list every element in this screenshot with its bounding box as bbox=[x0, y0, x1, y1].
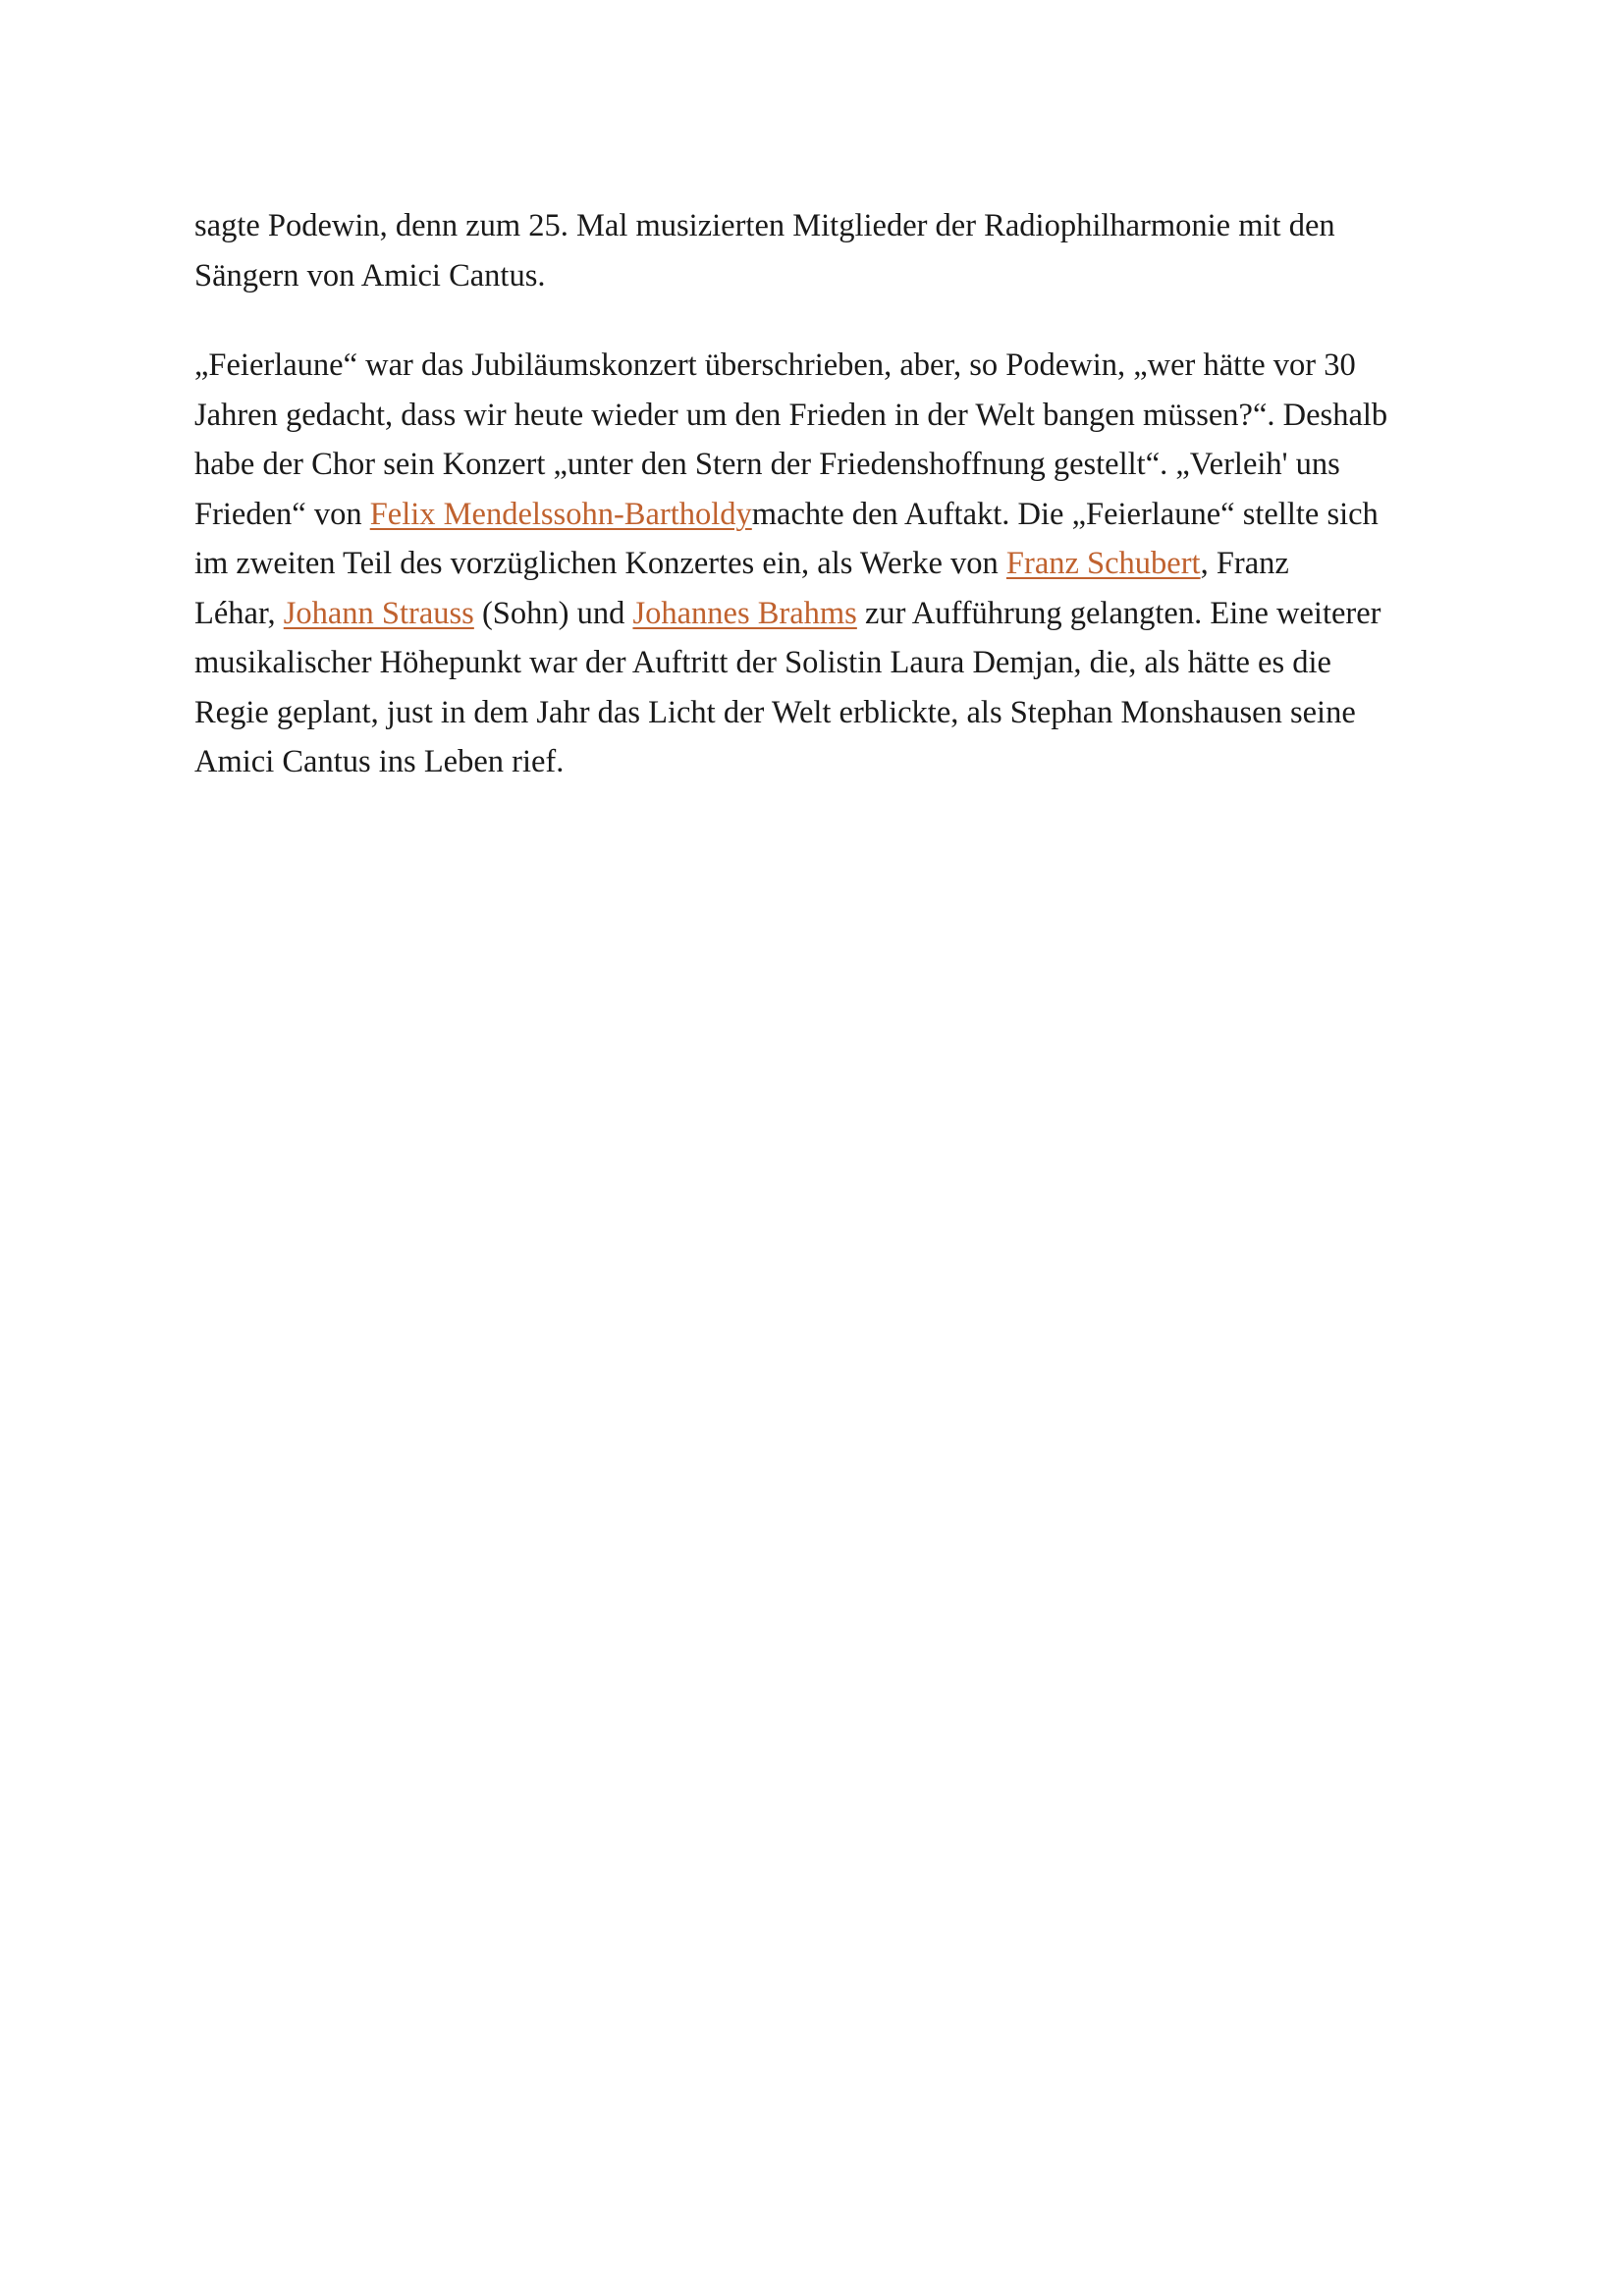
paragraph-2-line-1: „Feierlaune“ war das Jubiläumskonzert überschrieben, aber, so Podewin, „wer hätte vor 30 bbox=[194, 347, 1356, 383]
paragraph-2-line-9: Amici Cantus ins Leben rief. bbox=[194, 744, 565, 779]
paragraph-2-line-5 bbox=[194, 539, 1441, 589]
text-segment: , Franz bbox=[1200, 546, 1289, 581]
paragraph-2-line-6 bbox=[194, 589, 1441, 639]
paragraph-2-line-4 bbox=[194, 490, 1441, 540]
link-johannes-brahms[interactable]: Johannes Brahms bbox=[632, 595, 857, 631]
paragraph-1-line-2: Sängern von Amici Cantus. bbox=[194, 257, 546, 294]
paragraph-2-line-7: musikalischer Höhepunkt war der Auftritt der Solistin Laura Demjan, die, als hätte es die bbox=[194, 645, 1331, 680]
text-segment: zur Aufführung gelangten. Eine weiterer bbox=[856, 595, 1381, 631]
paragraph-1 bbox=[194, 201, 1441, 300]
text-segment: (Sohn) und bbox=[473, 595, 633, 631]
paragraph-2-line-3: habe der Chor sein Konzert „unter den Stern der Friedenshoffnung gestellt“. „Verleih' uns bbox=[194, 447, 1340, 482]
text-segment: Léhar, bbox=[194, 595, 284, 631]
paragraph-2-line-8: Regie geplant, just in dem Jahr das Licht der Welt erblickte, als Stephan Monshausen seine bbox=[194, 694, 1356, 730]
text-segment: im zweiten Teil des vorzüglichen Konzertes ein, als Werke von bbox=[194, 546, 1006, 581]
paragraph-1-line-1: sagte Podewin, denn zum 25. Mal musizierten Mitglieder der Radiophilharmonie mit den bbox=[194, 208, 1335, 243]
link-johann-strauss[interactable]: Johann Strauss bbox=[283, 595, 474, 631]
text-segment: Frieden“ von bbox=[194, 496, 370, 532]
paragraph-2 bbox=[194, 341, 1441, 787]
text-segment: machte den Auftakt. Die „Feierlaune“ stellte sich bbox=[751, 496, 1379, 532]
link-felix-mendelssohn-bartholdy[interactable]: Felix Mendelssohn-Bartholdy bbox=[369, 496, 752, 532]
link-franz-schubert[interactable]: Franz Schubert bbox=[1005, 546, 1201, 581]
paragraph-2-line-2: Jahren gedacht, dass wir heute wieder um den Frieden in der Welt bangen müssen?“. Deshalb bbox=[194, 397, 1388, 433]
